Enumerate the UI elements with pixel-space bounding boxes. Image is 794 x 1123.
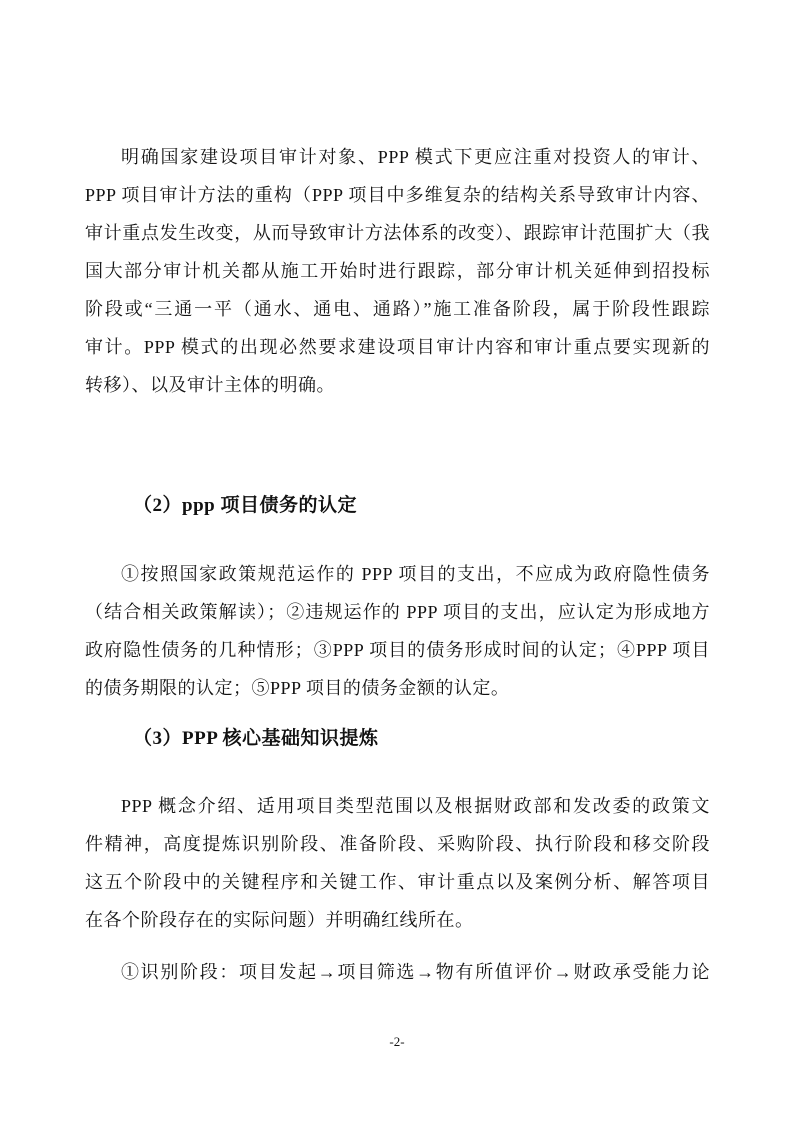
text-line: PPP 概念介绍、适用项目类型范围以及根据财政部和发改委的政策文 <box>121 796 710 816</box>
text-line: 在各个阶段存在的实际问题）并明确红线所在。 <box>85 910 474 930</box>
text-line: 明确国家建设项目审计对象、PPP 模式下更应注重对投资人的审计、 <box>121 147 710 167</box>
text-line: 件精神，高度提炼识别阶段、准备阶段、采购阶段、执行阶段和移交阶段 <box>85 834 710 854</box>
paragraph-ppp-knowledge <box>85 787 710 939</box>
paragraph-audit-scope <box>85 138 710 404</box>
text-line: 国大部分审计机关都从施工开始时进行跟踪，部分审计机关延伸到招投标 <box>85 261 710 281</box>
text-line: 的债务期限的认定；⑤PPP 项目的债务金额的认定。 <box>85 678 510 698</box>
text-line: 阶段或“三通一平（通水、通电、通路）”施工准备阶段，属于阶段性跟踪 <box>85 299 710 319</box>
text-line: 政府隐性债务的几种情形；③PPP 项目的债务形成时间的认定；④PPP 项目 <box>85 640 710 660</box>
text-line: 审计。PPP 模式的出现必然要求建设项目审计内容和审计重点要实现新的 <box>85 337 710 357</box>
heading-section-2: （2）ppp 项目债务的认定 <box>133 495 357 516</box>
paragraph-identify-stage <box>85 953 710 991</box>
text-line: PPP 项目审计方法的重构（PPP 项目中多维复杂的结构关系导致审计内容、 <box>85 185 710 205</box>
heading-section-3: （3）PPP 核心基础知识提炼 <box>133 728 379 749</box>
text-line: ①按照国家政策规范运作的 PPP 项目的支出，不应成为政府隐性债务 <box>121 564 710 584</box>
text-line: 审计重点发生改变，从而导致审计方法体系的改变）、跟踪审计范围扩大（我 <box>85 223 710 243</box>
page-number: -2- <box>389 1034 405 1049</box>
text-line: 这五个阶段中的关键程序和关键工作、审计重点以及案例分析、解答项目 <box>85 872 710 892</box>
paragraph-debt-recognition <box>85 555 710 707</box>
text-line: ①识别阶段：项目发起→项目筛选→物有所值评价→财政承受能力论 <box>121 962 710 982</box>
text-line: 转移）、以及审计主体的明确。 <box>85 375 335 395</box>
text-line: （结合相关政策解读）；②违规运作的 PPP 项目的支出，应认定为形成地方 <box>85 602 710 622</box>
